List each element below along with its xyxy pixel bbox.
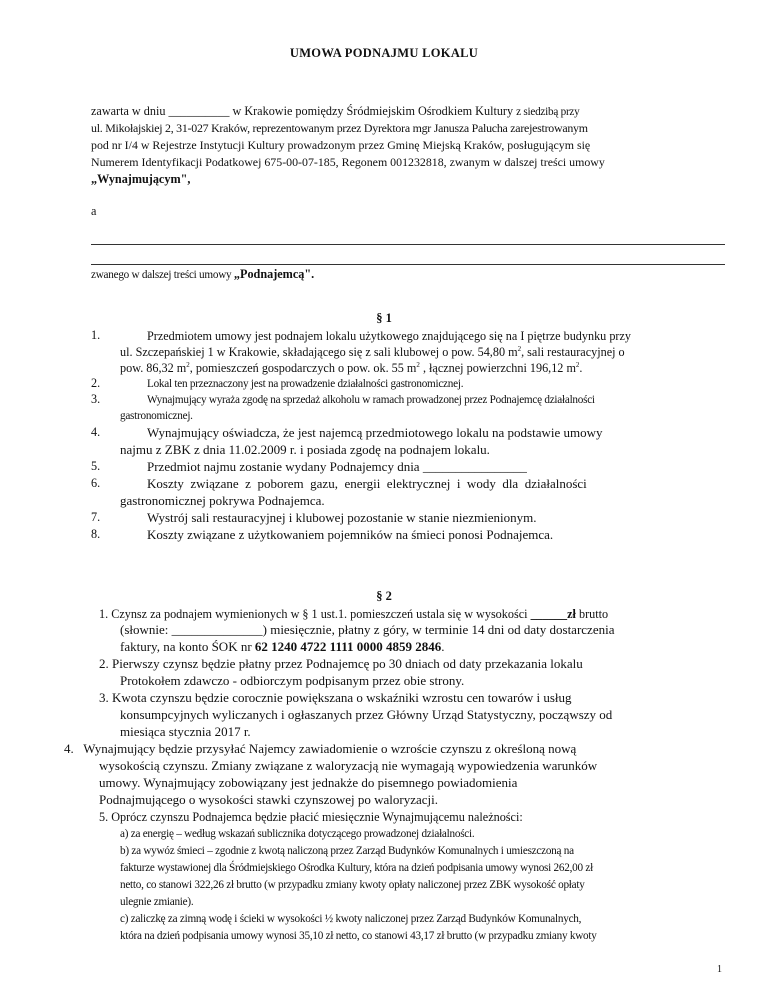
s2-item-5b-line-4: ulegnie zmianie). <box>120 896 194 908</box>
s2-item-4-line-4: Podnajmującego o wysokości stawki czynszowej po waloryzacji. <box>99 792 438 807</box>
s1-item-7-line-1: Wystrój sali restauracyjnej i klubowej pozostanie w stanie niezmienionym. <box>147 510 537 525</box>
tenant-line <box>91 266 314 284</box>
section-2-header: § 2 <box>376 589 392 603</box>
s1-item-7-number: 7. <box>91 510 101 524</box>
tenant-line-text: zwanego w dalszej treści umowy <box>91 269 234 281</box>
s1-item-1-line-3 <box>120 360 582 377</box>
landlord-label: „Wynajmującym", <box>91 172 191 186</box>
section-1-header: § 1 <box>376 311 392 325</box>
s2-item-3-line-1: 3. Kwota czynszu będzie corocznie powiększana o wskaźniki wzrostu cen towarów i usług <box>99 690 572 705</box>
bank-account-number: 62 1240 4722 1111 0000 4859 2846 <box>254 639 442 654</box>
s1-item-1-line-2 <box>120 344 625 361</box>
s2-item-1-text: 1. Czynsz za podnajem wymienionych w § 1 ust.1. pomieszczeń ustala się w wysokości <box>99 607 531 621</box>
blank-line-2 <box>91 264 725 265</box>
s2-item-2-line-2: Protokołem zdawczo - odbiorczym podpisanym przez obie strony. <box>120 673 465 688</box>
s1-item-5-number: 5. <box>91 459 101 473</box>
rent-amount-blank: ______ <box>530 607 568 621</box>
sup-2b: 2 <box>186 360 190 369</box>
s1-item-1-dot: . <box>579 361 583 375</box>
sup-2a: 2 <box>517 344 522 353</box>
s2-item-5-line-1: 5. Oprócz czynszu Podnajemca będzie płacić miesięcznie Wynajmującemu należności: <box>99 810 523 824</box>
intro-line-1-tail: z siedzibą przy <box>516 106 580 118</box>
currency-zl: zł <box>567 607 576 621</box>
page-number: 1 <box>717 964 722 975</box>
intro-line-1 <box>91 103 579 121</box>
s1-item-8-line-1: Koszty związane z użytkowaniem pojemników na śmieci ponosi Podnajemca. <box>147 527 554 542</box>
s2-item-5a: a) za energię – według wskazań sublicznika dotyczącego prowadzonej działalności. <box>120 828 475 840</box>
s1-item-3-line-1: Wynajmujący wyraża zgodę na sprzedaż alkoholu w ramach prowadzonej przez Podnajemcę działalności <box>147 394 595 406</box>
blank-line-1 <box>91 244 725 245</box>
brutto-label: brutto <box>575 607 609 621</box>
s2-item-3-line-3: miesiąca stycznia 2017 r. <box>120 724 251 739</box>
s1-item-6-line-2: gastronomicznej pokrywa Podnajemca. <box>120 493 325 508</box>
s1-item-4-line-1: Wynajmujący oświadcza, że jest najemcą przedmiotowego lokalu na podstawie umowy <box>147 425 603 440</box>
conjunction-a: a <box>91 204 97 218</box>
s2-item-1-line-3 <box>120 639 445 656</box>
document-title: UMOWA PODNAJMU LOKALU <box>289 46 479 60</box>
s2-item-1-line-2: (słownie: ______________) miesięcznie, płatny z góry, w terminie 14 dni od daty dostarczenia <box>120 622 615 637</box>
tenant-label: „Podnajemcą". <box>233 267 315 281</box>
s2-item-1-line-1 <box>99 606 608 623</box>
s2-item-5b-line-2: fakturze wystawionej dla Śródmiejskiego Ośrodka Kultury, która na dzień podpisania umowy wynosi 262,00 zł <box>120 862 593 874</box>
s1-item-3-line-2: gastronomicznej. <box>120 410 193 422</box>
s2-item-2-line-1: 2. Pierwszy czynsz będzie płatny przez Podnajemcę po 30 dniach od daty przekazania lokalu <box>99 656 583 671</box>
s1-item-5-line-1: Przedmiot najmu zostanie wydany Podnajemcy dnia ________________ <box>147 459 527 474</box>
account-label: faktury, na konto ŚOK nr <box>120 639 255 654</box>
s1-item-2-number: 2. <box>91 376 101 390</box>
s1-item-6-number: 6. <box>91 476 101 490</box>
s2-item-5b-line-1: b) za wywóz śmieci – zgodnie z kwotą naliczoną przez Zarząd Budynków Komunalnych i umieszczoną na <box>120 845 574 857</box>
s1-item-1-line-2-text: ul. Szczepańskiej 1 w Krakowie, składającego się z sali klubowej o pow. 54,80 m <box>120 345 518 359</box>
s1-item-1-line-2-tail: , sali restauracyjnej o <box>521 345 625 359</box>
s2-item-4-line-2: wysokością czynszu. Zmiany związane z waloryzacją nie wymagają wypowiedzenia warunków <box>99 758 598 773</box>
s1-item-4-number: 4. <box>91 425 101 439</box>
s1-item-2-line-1: Lokal ten przeznaczony jest na prowadzenie działalności gastronomicznej. <box>147 378 464 390</box>
s1-area-utility: , pomieszczeń gospodarczych o pow. ok. 55 m <box>189 361 417 375</box>
s2-item-5b-line-3: netto, co stanowi 322,26 zł brutto (w przypadku zmiany kwoty opłaty naliczonej przez ZBK wysokość opłaty <box>120 879 585 891</box>
s2-item-3-line-2: konsumpcyjnych wyliczanych i ogłaszanych przez Główny Urząd Statystyczny, począwszy od <box>120 707 613 722</box>
s2-item-1-dot: . <box>441 639 445 654</box>
sup-2c: 2 <box>416 360 420 369</box>
s2-item-5c-line-1: c) zaliczkę za zimną wodę i ścieki w wysokości ½ kwoty naliczonej przez Zarząd Budynków Komunalnych, <box>120 913 582 925</box>
s2-item-5c-line-2: która na dzień podpisania umowy wynosi 35,10 zł netto, co stanowi 43,17 zł brutto (w przypadku zmiany kwoty <box>120 930 597 942</box>
s1-item-4-line-2: najmu z ZBK z dnia 11.02.2009 r. i posiada zgodę na podnajem lokalu. <box>120 442 490 457</box>
intro-line-2: ul. Mikołajskiej 2, 31-027 Kraków, reprezentowanym przez Dyrektora mgr Janusza Palucha zarejestrowanym <box>91 121 588 135</box>
sup-2d: 2 <box>575 360 580 369</box>
s2-item-4-line-1: 4. Wynajmujący będzie przysyłać Najemcy zawiadomienie o wzroście czynszu z określoną nową <box>64 741 577 756</box>
s1-area-total: , łącznej powierzchni 196,12 m <box>419 361 576 375</box>
s1-item-1-number: 1. <box>91 328 101 342</box>
s1-area-restaurant: pow. 86,32 m <box>120 361 187 375</box>
s1-item-6-line-1: Koszty związane z poborem gazu, energii elektrycznej i wody dla działalności <box>147 476 587 491</box>
s1-item-8-number: 8. <box>91 527 101 541</box>
s1-item-3-number: 3. <box>91 392 101 406</box>
intro-line-4: Numerem Identyfikacji Podatkowej 675-00-07-185, Regonem 001232818, zwanym w dalszej treści umowy <box>91 155 605 169</box>
s2-item-4-line-3: umowy. Wynajmujący zobowiązany jest jednakże do pisemnego powiadomienia <box>99 775 518 790</box>
intro-line-3: pod nr I/4 w Rejestrze Instytucji Kultury prowadzonym przez Gminę Miejską Kraków, posługującym się <box>91 138 591 152</box>
intro-line-1-text: zawarta w dniu __________ w Krakowie pomiędzy Śródmiejskim Ośrodkiem Kultury <box>91 104 514 118</box>
s1-item-1-line-1: Przedmiotem umowy jest podnajem lokalu użytkowego znajdującego się na I piętrze budynku przy <box>147 329 631 343</box>
